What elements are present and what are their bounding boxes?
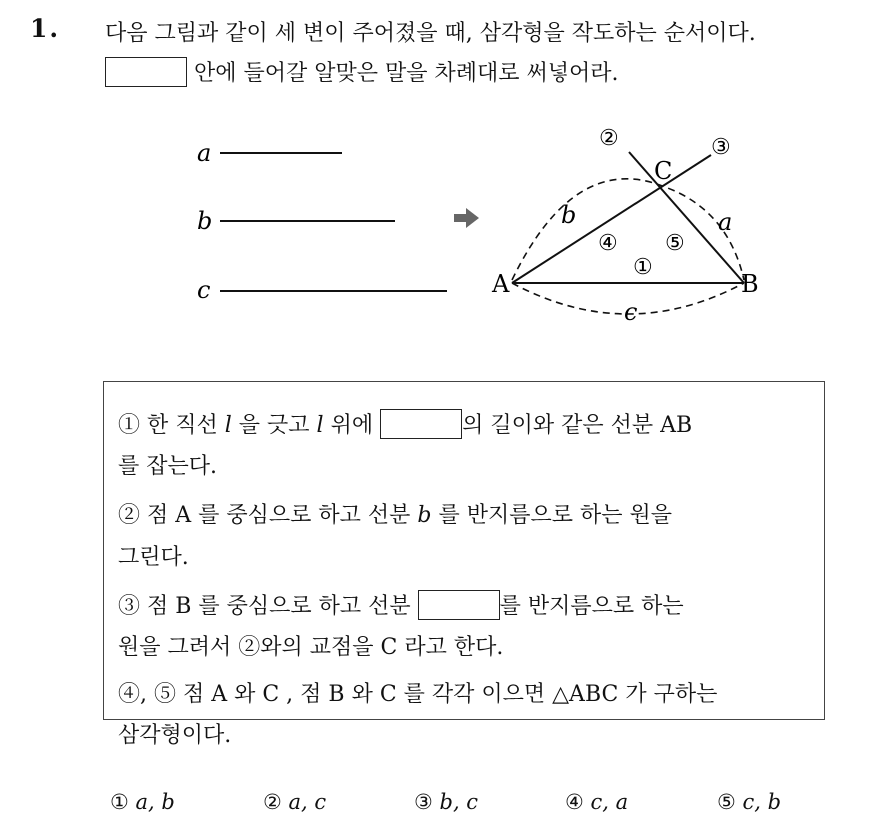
- answer-blank-1: [380, 409, 462, 439]
- question-text-line2-text: 안에 들어갈 알맞은 말을 차례대로 써넣어라.: [194, 61, 619, 86]
- given-segments: [197, 139, 447, 304]
- segment-label-b: b: [197, 207, 213, 235]
- line-through-C-3: [512, 155, 711, 283]
- segment-label-a: a: [197, 139, 212, 167]
- step-1-line1: [118, 408, 692, 439]
- choice-2-number: ②: [263, 790, 282, 814]
- choice-1-text: a, b: [135, 790, 175, 814]
- choice-1[interactable]: [110, 790, 175, 814]
- step-1-text-d: 의 길이와 같은 선분 AB: [462, 413, 693, 438]
- order-mark-4: ④: [598, 231, 618, 256]
- steps-box: [103, 381, 825, 748]
- line-symbol-l-2: l: [316, 413, 324, 438]
- construction-figure: [0, 0, 884, 370]
- order-mark-5: ⑤: [665, 231, 685, 256]
- choice-5-text: c, b: [742, 790, 782, 814]
- step-2-line2: 그린다.: [118, 545, 189, 570]
- step-1-text-b: 을 긋고: [238, 413, 310, 438]
- choice-5[interactable]: [717, 790, 781, 814]
- order-mark-1: ①: [633, 255, 653, 280]
- choice-4[interactable]: [565, 790, 628, 814]
- choice-3-text: b, c: [439, 790, 479, 814]
- choice-5-number: ⑤: [717, 790, 736, 814]
- side-label-a: a: [718, 208, 733, 236]
- question-number: 1.: [30, 14, 61, 43]
- choice-2-text: a, c: [288, 790, 327, 814]
- step-2-text-a: ② 점 A 를 중심으로 하고 선분: [118, 503, 411, 528]
- vertex-B: B: [741, 270, 759, 298]
- side-label-b: b: [561, 201, 577, 229]
- step-1-text-c: 위에: [330, 413, 374, 438]
- step-2-line1: [118, 498, 672, 529]
- order-mark-3: ③: [711, 135, 731, 160]
- choice-1-number: ①: [110, 790, 129, 814]
- step-3-text-a: ③ 점 B 를 중심으로 하고 선분: [118, 594, 411, 619]
- vertex-C: C: [654, 157, 673, 185]
- line-symbol-l: l: [224, 413, 232, 438]
- answer-blank-2: [418, 590, 500, 620]
- segment-label-c: c: [197, 276, 211, 304]
- order-mark-2: ②: [599, 126, 619, 151]
- step-3-text-b: 를 반지름으로 하는: [499, 594, 684, 619]
- step-2-text-b: 를 반지름으로 하는 원을: [438, 503, 672, 528]
- arc-top: [512, 179, 744, 280]
- right-arrow-icon: [454, 208, 479, 228]
- choice-3[interactable]: [414, 790, 478, 814]
- vertex-A: A: [492, 270, 510, 298]
- step-3-line1: [118, 589, 684, 620]
- step-1-line2: 를 잡는다.: [118, 454, 217, 479]
- triangle-construction: [491, 126, 759, 326]
- choice-3-number: ③: [414, 790, 433, 814]
- question-text-line1: 다음 그림과 같이 세 변이 주어졌을 때, 삼각형을 작도하는 순서이다.: [105, 21, 756, 46]
- step-3-line2: 원을 그려서 ②와의 교점을 C 라고 한다.: [118, 635, 504, 660]
- side-label-c: c: [624, 298, 638, 326]
- step-4-line1: ④, ⑤ 점 A 와 C , 점 B 와 C 를 각각 이으면 △ABC 가 구하는: [118, 682, 718, 707]
- step-1-text-a: ① 한 직선: [118, 413, 218, 438]
- choice-4-number: ④: [565, 790, 584, 814]
- choice-4-text: c, a: [590, 790, 629, 814]
- choice-2[interactable]: [263, 790, 326, 814]
- segment-symbol-b: b: [417, 503, 432, 528]
- step-4-line2: 삼각형이다.: [118, 723, 232, 748]
